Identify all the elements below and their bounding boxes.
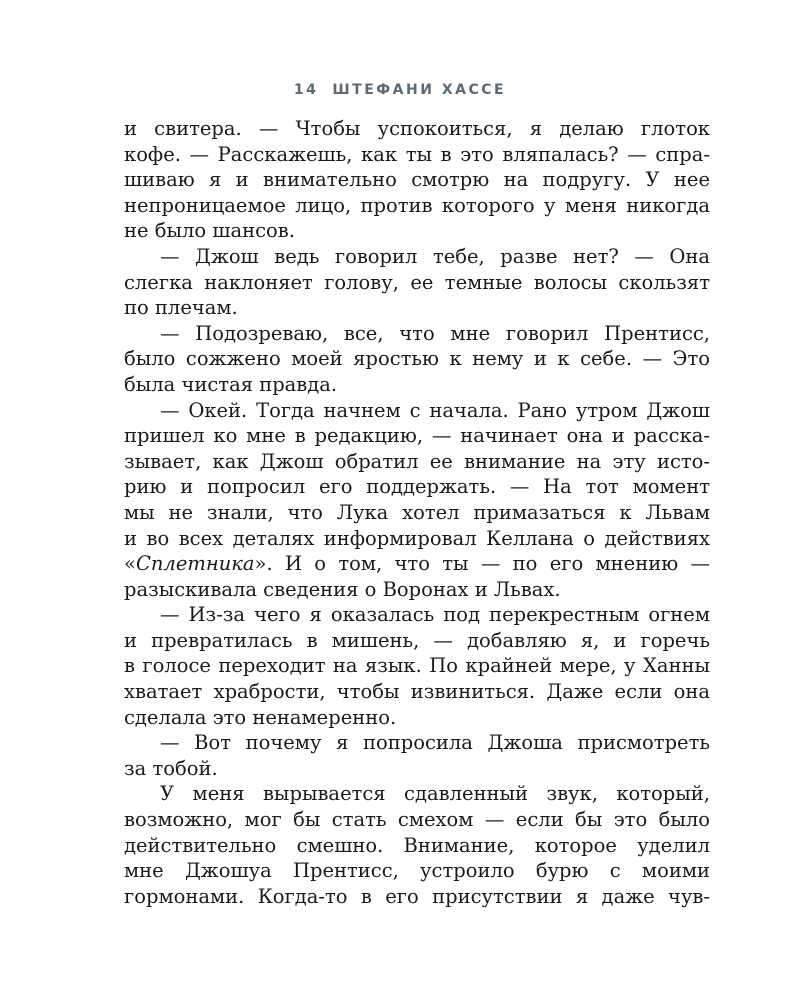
- text-line: не было шансов.: [124, 219, 295, 243]
- line-rest: ». И о том, что ты — по его мнению —: [254, 552, 710, 576]
- text-line: непроницаемое лицо, против которого у меня никогда: [124, 193, 710, 217]
- open-quote: «: [124, 552, 136, 576]
- text-line: — Вот почему я попросила Джоша присмотреть: [160, 731, 710, 755]
- author-name: ШТЕФАНИ ХАССЕ: [332, 82, 507, 98]
- text-line: пришел ко мне в редакцию, — начинает она и расска-: [124, 424, 710, 448]
- text-line: и свитера. — Чтобы успокоиться, я делаю глоток: [124, 117, 710, 140]
- text-line: мы не знали, что Лука хотел примазаться к Львам: [124, 500, 710, 524]
- body-text: [124, 116, 710, 909]
- text-line: мне Джошуа Прентисс, устроило бурю с моими: [124, 859, 710, 883]
- text-line: в голосе переходит на язык. По крайней мере, у Ханны: [124, 654, 710, 678]
- text-line: хватает храбрости, чтобы извиниться. Даже если она: [124, 680, 710, 704]
- text-line: У меня вырывается сдавленный звук, который,: [160, 782, 710, 806]
- text-line: — Из-за чего я оказалась под перекрестным огнем: [160, 603, 710, 627]
- text-line: за тобой.: [124, 756, 218, 780]
- text-line: шиваю я и внимательно смотрю на подругу. У нее: [124, 168, 710, 192]
- text-line: слегка наклоняет голову, ее темные волосы скользят: [124, 270, 710, 294]
- text-line: было сожжено моей яростью к нему и к себе. — Это: [124, 347, 710, 371]
- text-line: была чистая правда.: [124, 372, 338, 396]
- page-number: 14: [293, 82, 319, 98]
- text-line: и во всех деталях информировал Келлана о действиях: [124, 526, 710, 550]
- running-head: [0, 82, 800, 98]
- text-line: — Подозреваю, все, что мне говорил Прентисс,: [160, 321, 710, 345]
- text-line: рию и попросил его поддержать. — На тот момент: [124, 475, 710, 499]
- text-line: зывает, как Джош обратил ее внимание на эту исто-: [124, 449, 710, 473]
- text-line: гормонами. Когда-то в его присутствии я даже чув-: [124, 884, 710, 908]
- text-line: и превратилась в мишень, — добавляю я, и горечь: [124, 628, 710, 652]
- text-line: разыскивала сведения о Воронах и Львах.: [124, 577, 561, 601]
- text-line: — Джош ведь говорил тебе, разве нет? — Она: [160, 244, 710, 268]
- text-line: сделала это ненамеренно.: [124, 705, 397, 729]
- text-line: возможно, мог бы стать смехом — если бы это было: [124, 808, 710, 832]
- text-line: — Окей. Тогда начнем с начала. Рано утром Джош: [160, 398, 710, 422]
- text-line: кофе. — Расскажешь, как ты в это вляпалась? — спра-: [124, 142, 710, 166]
- text-line: [124, 551, 710, 577]
- text-line: действительно смешно. Внимание, которое уделил: [124, 833, 710, 857]
- text-line: по плечам.: [124, 296, 238, 320]
- italic-title: Сплетника: [135, 552, 255, 576]
